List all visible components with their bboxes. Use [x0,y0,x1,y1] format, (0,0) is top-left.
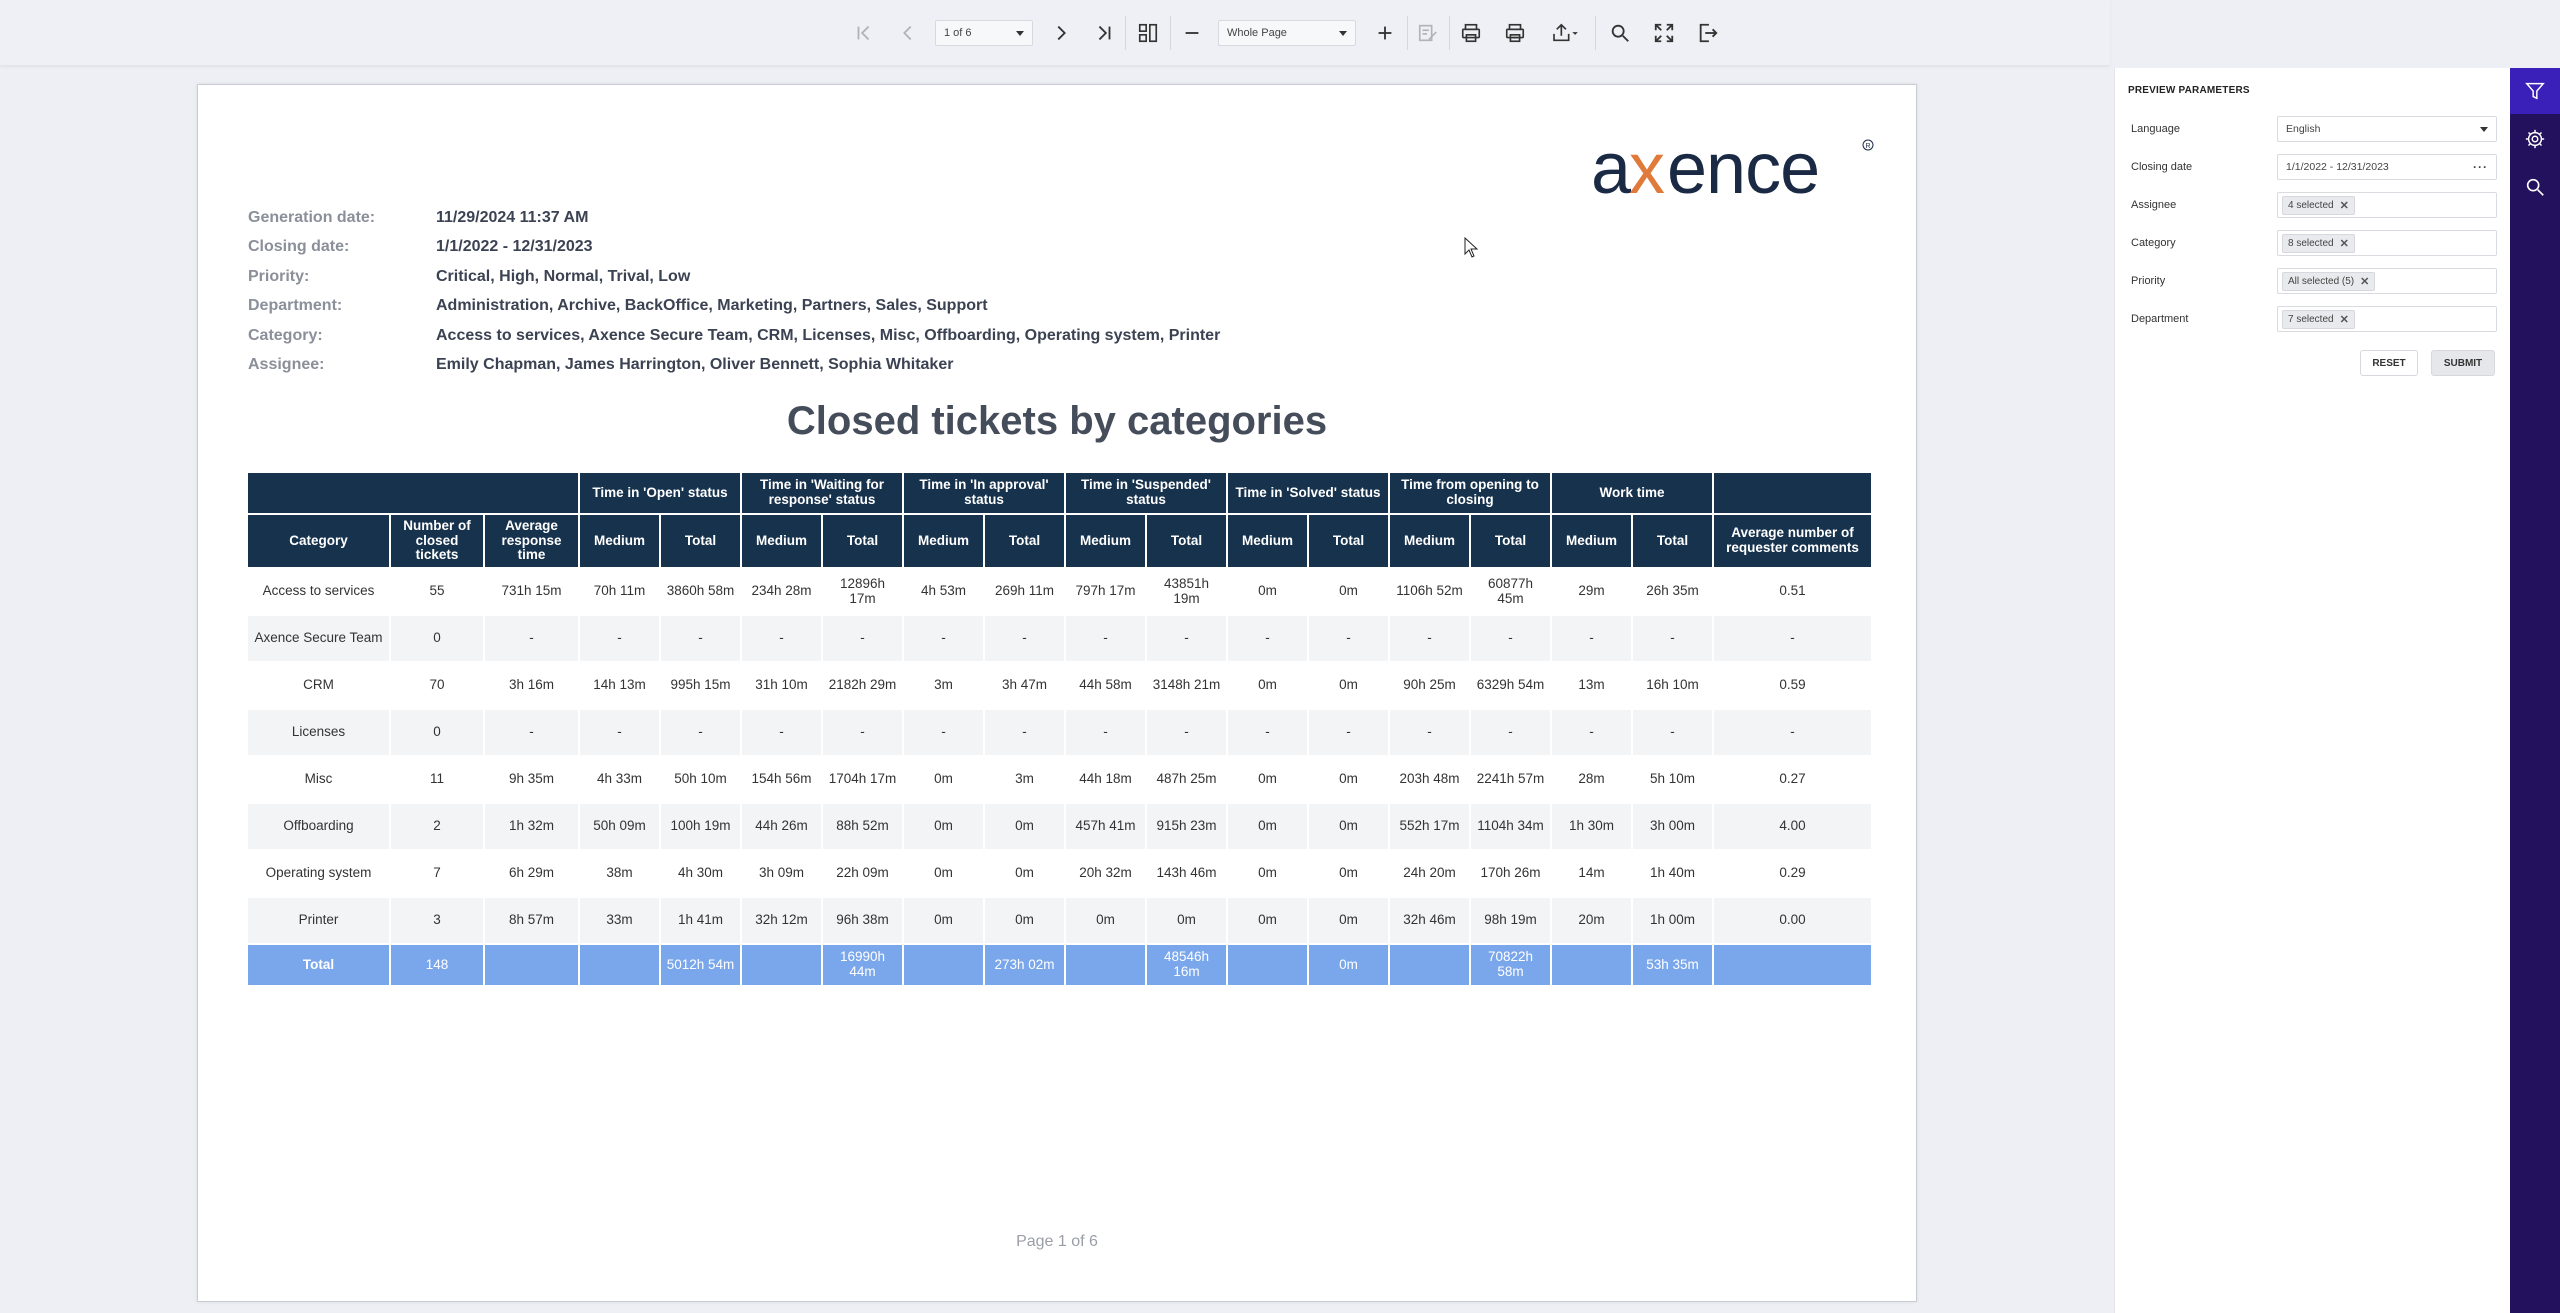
table-cell: - [1228,710,1307,755]
table-cell: 13m [1552,663,1631,708]
table-cell: 24h 20m [1390,851,1469,896]
param-label: Priority [2131,275,2166,287]
table-column-header: Medium [742,515,821,567]
closed-tickets-table [246,471,1873,987]
meta-label: Priority: [248,267,310,285]
param-label: Language [2131,123,2180,135]
preview-parameters-panel [2114,68,2510,1313]
table-column-header: Category [248,515,389,567]
table-cell: 44h 58m [1066,663,1145,708]
table-cell: 0m [1066,898,1145,943]
table-cell: 0m [1228,569,1307,614]
table-cell: - [580,616,659,661]
table-cell: 0m [904,757,983,802]
report-title: Closed tickets by categories [786,399,1328,443]
table-cell: 88h 52m [823,804,902,849]
print-page-icon[interactable] [1500,18,1530,48]
close-icon[interactable]: ✕ [2360,275,2370,288]
table-cell: - [1228,616,1307,661]
table-cell: CRM [248,663,389,708]
table-cell: 3h 47m [985,663,1064,708]
param-label: Department [2131,313,2189,325]
table-column-header: Medium [1390,515,1469,567]
table-group-header [248,473,578,513]
mouse-cursor-icon [1464,237,1480,259]
table-total-cell: 273h 02m [985,945,1064,985]
table-total-cell [904,945,983,985]
page-footer: Page 1 of 6 [1016,1233,1098,1250]
table-cell: 14h 13m [580,663,659,708]
param-assignee [2131,192,2501,218]
table-cell: 1h 00m [1633,898,1712,943]
table-cell: - [1066,616,1145,661]
table-total-cell: 16990h 44m [823,945,902,985]
table-column-header: Medium [904,515,983,567]
gear-icon[interactable] [2510,116,2560,162]
table-cell: 995h 15m [661,663,740,708]
meta-row [248,351,1220,381]
table-cell: 70 [391,663,483,708]
table-cell: Licenses [248,710,389,755]
table-cell: 0m [985,804,1064,849]
table-row [248,757,1871,802]
meta-label: Assignee: [248,356,325,374]
table-cell: 60877h 45m [1471,569,1550,614]
table-cell: - [1714,616,1871,661]
table-row [248,616,1871,661]
table-cell: 0m [1309,851,1388,896]
reset-button[interactable]: RESET [2360,350,2418,376]
table-cell: - [823,710,902,755]
table-cell: 98h 19m [1471,898,1550,943]
table-cell: - [485,710,578,755]
zoom-select-value: Whole Page [1227,27,1287,39]
meta-value: Administration, Archive, BackOffice, Marketing, Partners, Sales, Support [436,297,988,315]
table-cell: 70h 11m [580,569,659,614]
toolbar-separator [1595,16,1596,50]
table-group-header [1714,473,1871,513]
table-cell: 731h 15m [485,569,578,614]
table-cell: 1h 32m [485,804,578,849]
table-cell: 1704h 17m [823,757,902,802]
table-cell: 14m [1552,851,1631,896]
assignee-tag [2282,196,2355,215]
viewer-toolbar [0,0,2110,66]
table-total-cell [742,945,821,985]
table-cell: 4h 30m [661,851,740,896]
table-cell: - [985,710,1064,755]
table-cell: 20h 32m [1066,851,1145,896]
table-cell: 0m [1309,569,1388,614]
table-cell: 0m [904,851,983,896]
meta-label: Generation date: [248,208,376,226]
table-cell: 12896h 17m [823,569,902,614]
table-cell: 0.27 [1714,757,1871,802]
tag-label: 7 selected [2288,313,2334,325]
table-cell: 2182h 29m [823,663,902,708]
table-cell: 915h 23m [1147,804,1226,849]
table-total-cell: 70822h 58m [1471,945,1550,985]
table-cell: 96h 38m [823,898,902,943]
chevron-down-icon [1016,31,1024,36]
table-column-header: Medium [580,515,659,567]
table-cell: 3h 09m [742,851,821,896]
department-tag [2282,310,2355,329]
first-page-icon[interactable] [849,18,879,48]
table-total-cell [1390,945,1469,985]
table-cell: - [823,616,902,661]
table-cell: 4.00 [1714,804,1871,849]
table-cell: 6h 29m [485,851,578,896]
table-column-header: Total [661,515,740,567]
table-cell: 1106h 52m [1390,569,1469,614]
table-cell: - [1471,616,1550,661]
svg-text:a: a [1591,131,1631,209]
table-group-header: Time from opening to closing [1390,473,1550,513]
table-cell: 0m [1309,757,1388,802]
zoom-in-icon[interactable] [1370,18,1400,48]
table-cell: - [1552,710,1631,755]
table-column-header: Total [1147,515,1226,567]
svg-text:ence: ence [1667,131,1820,209]
tag-label: All selected (5) [2288,275,2355,287]
table-group-header: Time in 'Waiting for response' status [742,473,902,513]
table-cell: - [1147,710,1226,755]
svg-text:x: x [1629,131,1665,209]
table-row [248,851,1871,896]
meta-value: Access to services, Axence Secure Team, CRM, Licenses, Misc, Offboarding, Operating system, Printer [436,326,1221,344]
table-cell: 38m [580,851,659,896]
table-cell: 3 [391,898,483,943]
table-cell: - [1633,616,1712,661]
last-page-icon[interactable] [1089,18,1119,48]
prev-page-icon[interactable] [893,18,923,48]
table-cell: 28m [1552,757,1631,802]
meta-row [248,292,1220,322]
param-category [2131,230,2501,256]
toolbar-separator [1125,16,1126,50]
table-cell: 50h 09m [580,804,659,849]
search-icon[interactable] [2510,164,2560,210]
language-select[interactable] [2277,116,2497,142]
table-column-header: Total [1309,515,1388,567]
panel-title: PREVIEW PARAMETERS [2128,85,2250,96]
close-icon[interactable]: ✕ [2339,237,2349,250]
table-cell: 0.29 [1714,851,1871,896]
toolbar-separator [1170,16,1171,50]
table-cell: 55 [391,569,483,614]
table-cell: 33m [580,898,659,943]
table-column-header: Total [823,515,902,567]
table-cell: - [1390,710,1469,755]
table-cell: 1h 30m [1552,804,1631,849]
table-cell: 32h 12m [742,898,821,943]
table-cell: - [1552,616,1631,661]
table-cell: 6329h 54m [1471,663,1550,708]
page-select-value: 1 of 6 [944,27,972,39]
param-closing-date [2131,154,2501,180]
param-label: Assignee [2131,199,2177,211]
table-cell: 22h 09m [823,851,902,896]
table-cell: 0m [1228,898,1307,943]
submit-button[interactable]: SUBMIT [2431,350,2495,376]
table-total-cell [1066,945,1145,985]
table-cell: 16h 10m [1633,663,1712,708]
table-cell: 3860h 58m [661,569,740,614]
table-cell: Operating system [248,851,389,896]
table-cell: 269h 11m [985,569,1064,614]
table-cell: 3h 00m [1633,804,1712,849]
table-cell: 44h 18m [1066,757,1145,802]
table-cell: 1104h 34m [1471,804,1550,849]
table-cell: Axence Secure Team [248,616,389,661]
table-cell: 3m [985,757,1064,802]
table-column-header: Average response time [485,515,578,567]
table-cell: 32h 46m [1390,898,1469,943]
table-cell: 0.59 [1714,663,1871,708]
edit-icon[interactable] [1413,18,1443,48]
report-page [197,84,1917,1302]
table-cell: 11 [391,757,483,802]
print-icon[interactable] [1456,18,1486,48]
chevron-down-icon [1339,31,1347,36]
table-cell: - [1309,616,1388,661]
table-total-cell: 148 [391,945,483,985]
table-cell: 0m [1228,757,1307,802]
table-cell: 90h 25m [1390,663,1469,708]
category-tag [2282,234,2355,253]
table-column-header: Total [1471,515,1550,567]
meta-row [248,233,1220,263]
table-cell: 0m [1228,804,1307,849]
table-cell: 0m [1309,898,1388,943]
table-cell: 3148h 21m [1147,663,1226,708]
meta-value: Emily Chapman, James Harrington, Oliver Bennett, Sophia Whitaker [436,356,954,374]
table-cell: 20m [1552,898,1631,943]
svg-text:R: R [1865,143,1871,150]
table-cell: - [661,616,740,661]
next-page-icon[interactable] [1046,18,1076,48]
table-cell: - [985,616,1064,661]
table-row [248,569,1871,614]
meta-label: Category: [248,326,323,344]
table-cell: - [1309,710,1388,755]
table-cell: 7 [391,851,483,896]
table-cell: Access to services [248,569,389,614]
table-row [248,898,1871,943]
side-nav [2510,68,2560,1313]
table-cell: 457h 41m [1066,804,1145,849]
table-cell: 9h 35m [485,757,578,802]
category-field[interactable] [2277,230,2497,256]
table-cell: - [1066,710,1145,755]
table-cell: - [1471,710,1550,755]
toolbar-separator [1449,16,1450,50]
table-cell: - [580,710,659,755]
zoom-select[interactable] [1218,20,1356,46]
table-column-header: Average number of requester comments [1714,515,1871,567]
table-cell: 44h 26m [742,804,821,849]
multipage-icon[interactable] [1133,18,1163,48]
table-cell: Misc [248,757,389,802]
table-cell: 170h 26m [1471,851,1550,896]
table-cell: 1h 41m [661,898,740,943]
table-cell: 0m [904,804,983,849]
table-cell: 0m [985,851,1064,896]
table-total-cell [580,945,659,985]
closing-date-field[interactable] [2277,154,2497,180]
table-cell: 0.51 [1714,569,1871,614]
table-cell: - [1147,616,1226,661]
table-cell: 0m [1228,851,1307,896]
table-row [248,663,1871,708]
table-column-header: Medium [1066,515,1145,567]
table-cell: - [1390,616,1469,661]
table-cell: - [1633,710,1712,755]
table-cell: 5h 10m [1633,757,1712,802]
table-total-cell: 53h 35m [1633,945,1712,985]
table-group-header-row [248,473,1871,513]
table-cell: 3m [904,663,983,708]
table-cell: 50h 10m [661,757,740,802]
table-cell: 234h 28m [742,569,821,614]
close-icon[interactable]: ✕ [2339,199,2349,212]
table-cell: 3h 16m [485,663,578,708]
meta-row [248,321,1220,351]
table-cell: 2 [391,804,483,849]
table-row [248,804,1871,849]
table-total-cell: 5012h 54m [661,945,740,985]
table-group-header: Time in 'Suspended' status [1066,473,1226,513]
assignee-field[interactable] [2277,192,2497,218]
exit-icon[interactable] [1693,18,1723,48]
table-cell: 4h 53m [904,569,983,614]
table-cell: 0 [391,616,483,661]
table-cell: 31h 10m [742,663,821,708]
meta-label: Department: [248,297,343,315]
param-department [2131,306,2501,332]
meta-row [248,262,1220,292]
table-cell: 154h 56m [742,757,821,802]
axence-logo [1591,131,1881,211]
table-total-cell [1228,945,1307,985]
table-cell: 0 [391,710,483,755]
param-label: Closing date [2131,161,2193,173]
table-column-header: Total [1633,515,1712,567]
param-language [2131,116,2501,142]
table-total-row [248,945,1871,985]
param-priority [2131,268,2501,294]
table-total-cell: 0m [1309,945,1388,985]
table-cell: - [1714,710,1871,755]
table-cell: 100h 19m [661,804,740,849]
table-cell: 203h 48m [1390,757,1469,802]
table-cell: 0m [904,898,983,943]
meta-row [248,203,1220,233]
table-column-header: Medium [1552,515,1631,567]
table-cell: 29m [1552,569,1631,614]
table-group-header: Time in 'Solved' status [1228,473,1388,513]
table-cell: 797h 17m [1066,569,1145,614]
table-cell: 1h 40m [1633,851,1712,896]
more-icon[interactable]: ··· [2473,160,2488,174]
table-cell: 4h 33m [580,757,659,802]
param-label: Category [2131,237,2176,249]
table-cell: 487h 25m [1147,757,1226,802]
meta-label: Closing date: [248,238,350,256]
chevron-down-icon [2480,127,2488,132]
fullscreen-icon[interactable] [1649,18,1679,48]
table-group-header: Time in 'Open' status [580,473,740,513]
table-cell: Printer [248,898,389,943]
table-cell: - [485,616,578,661]
department-field[interactable] [2277,306,2497,332]
page-select[interactable] [935,20,1033,46]
table-cell: 0m [1228,663,1307,708]
table-total-cell [1714,945,1871,985]
table-total-cell: Total [248,945,389,985]
zoom-out-icon[interactable] [1177,18,1207,48]
meta-value: 1/1/2022 - 12/31/2023 [436,238,593,256]
table-group-header: Time in 'In approval' status [904,473,1064,513]
table-group-header: Work time [1552,473,1712,513]
export-icon[interactable] [1545,18,1585,48]
table-row [248,710,1871,755]
table-cell: 0m [1147,898,1226,943]
table-total-cell [485,945,578,985]
table-cell: - [742,616,821,661]
close-icon[interactable]: ✕ [2339,313,2349,326]
table-cell: 43851h 19m [1147,569,1226,614]
table-cell: 0m [1309,804,1388,849]
closing-date-value: 1/1/2022 - 12/31/2023 [2286,161,2389,173]
table-cell: - [904,710,983,755]
table-cell: 2241h 57m [1471,757,1550,802]
language-value: English [2286,123,2321,135]
tag-label: 4 selected [2288,199,2334,211]
priority-field[interactable] [2277,268,2497,294]
filter-icon[interactable] [2510,68,2560,114]
table-cell: - [661,710,740,755]
priority-tag [2282,272,2375,291]
meta-value: Critical, High, Normal, Trival, Low [436,267,691,285]
table-column-header: Medium [1228,515,1307,567]
table-column-header: Total [985,515,1064,567]
table-cell: 8h 57m [485,898,578,943]
table-cell: 0.00 [1714,898,1871,943]
table-column-header: Number of closed tickets [391,515,483,567]
table-cell: 143h 46m [1147,851,1226,896]
table-cell: 26h 35m [1633,569,1712,614]
table-cell: Offboarding [248,804,389,849]
table-total-cell: 48546h 16m [1147,945,1226,985]
toolbar-separator [1407,16,1408,50]
table-cell: 0m [985,898,1064,943]
table-cell: - [742,710,821,755]
table-cell: 552h 17m [1390,804,1469,849]
table-column-header-row [248,515,1871,567]
table-total-cell [1552,945,1631,985]
table-cell: 0m [1309,663,1388,708]
report-meta [248,203,1220,380]
meta-value: 11/29/2024 11:37 AM [436,208,589,226]
tag-label: 8 selected [2288,237,2334,249]
search-icon[interactable] [1605,18,1635,48]
table-cell: - [904,616,983,661]
